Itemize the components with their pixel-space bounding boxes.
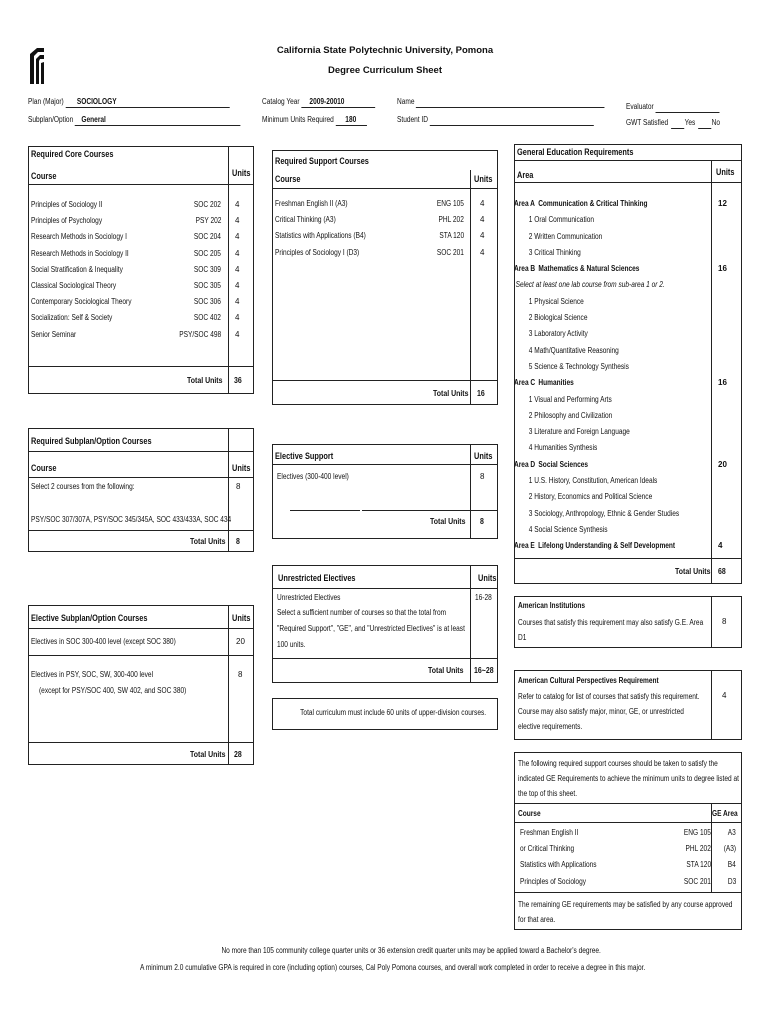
- ge-area-units: 16: [718, 264, 727, 274]
- support-total-label: Total Units: [433, 388, 469, 398]
- subplan-total-label: Total Units: [190, 536, 226, 546]
- unrestricted-total-value: 16~28: [474, 665, 494, 675]
- course-name: Social Stratification & Inequality: [31, 264, 123, 274]
- course-units: 4: [480, 247, 485, 257]
- ge-area: (A3): [723, 844, 736, 854]
- ge-subarea-item: 1 Visual and Performing Arts: [528, 394, 612, 404]
- catalog-field[interactable]: Catalog Year 2009-20010: [262, 97, 375, 108]
- table-row: [31, 310, 251, 326]
- course-name: Classical Sociological Theory: [31, 280, 117, 290]
- unrestricted-total-label: Total Units: [428, 665, 464, 675]
- course-units: 4: [480, 199, 485, 208]
- course-code: SOC 309: [194, 264, 221, 274]
- min-units-value: 180: [345, 115, 357, 124]
- unrestricted-line2: Select a sufficient number of courses so that the total from: [277, 608, 447, 617]
- subplan-select-units: 8: [236, 482, 241, 491]
- course-code: PSY/SOC 498: [179, 329, 221, 339]
- elective-support-col-units: Units: [474, 451, 493, 461]
- ge-area-name: Lifelong Understanding & Self Development: [538, 541, 676, 551]
- cultural-title: American Cultural Perspectives Requirement: [518, 676, 659, 685]
- subplan-col-course: Course: [31, 463, 57, 473]
- ge-subarea-item: 1 U.S. History, Constitution, American Ideals: [528, 476, 658, 486]
- ge-area-units: 16: [718, 378, 727, 388]
- ge-area-label: [514, 538, 675, 554]
- course-name: Principles of Psychology: [31, 216, 103, 226]
- evaluator-field[interactable]: Evaluator: [626, 102, 719, 113]
- support-total-value: 16: [477, 388, 485, 398]
- course-code: STA 120: [439, 231, 464, 241]
- unrestricted-line3: "Required Support", "GE", and "Unrestricted Electives" is at least: [277, 624, 465, 633]
- sheet-title: Degree Curriculum Sheet: [327, 65, 443, 76]
- unrestricted-units: 16-28: [475, 593, 492, 602]
- support-col-units: Units: [474, 174, 493, 184]
- ge-col-units: Units: [716, 167, 735, 177]
- elective-subplan-total-value: 28: [234, 749, 242, 759]
- course-name: Critical Thinking (A3): [275, 215, 336, 225]
- course-name: Statistics with Applications (B4): [275, 231, 366, 241]
- unrestricted-title: Unrestricted Electives: [278, 573, 356, 583]
- upper-division-note: Total curriculum must include 60 units of upper-division courses.: [300, 708, 487, 717]
- course-name: Research Methods in Sociology II: [31, 248, 129, 258]
- ge-area: A3: [727, 828, 736, 837]
- table-row: [31, 229, 251, 245]
- ge-area-row: [514, 261, 742, 277]
- table-row: [275, 212, 495, 228]
- course-code: SOC 202: [194, 200, 221, 209]
- ge-area-code: Area C: [514, 378, 536, 388]
- table-row: [520, 874, 738, 890]
- course-code: ENG 105: [437, 199, 464, 208]
- table-row: [31, 197, 251, 213]
- course-code: PSY 202: [195, 216, 221, 226]
- ge-subarea-item: 2 Biological Science: [528, 313, 588, 323]
- course-units: 4: [235, 248, 240, 258]
- subplan-total-value: 8: [236, 536, 240, 546]
- ge-support-col-course: Course: [518, 809, 541, 818]
- course-name: Principles of Sociology II: [31, 200, 103, 209]
- ge-area-label: [514, 375, 574, 391]
- ge-subarea-item: 4 Humanities Synthesis: [528, 443, 598, 453]
- elective-subplan-row2-line2: (except for PSY/SOC 400, SW 402, and SOC 380): [39, 686, 187, 695]
- table-row: [275, 245, 495, 261]
- course-code: SOC 201: [684, 876, 711, 886]
- ge-subarea-item: 4 Social Science Synthesis: [528, 524, 608, 534]
- course-name: Freshman English II (A3): [275, 199, 348, 208]
- elective-support-total-value: 8: [480, 516, 484, 526]
- support-title: Required Support Courses: [275, 156, 369, 166]
- ge-area-code: Area E: [514, 541, 535, 551]
- ge-area-label: [514, 196, 648, 212]
- table-row: [275, 196, 495, 212]
- unrestricted-col-units: Units: [478, 573, 497, 583]
- course-code: SOC 204: [194, 232, 221, 242]
- ge-area: B4: [727, 860, 736, 870]
- subplan-field[interactable]: Subplan/Option General: [28, 115, 241, 126]
- footer-line1: No more than 105 community college quarter units or 36 extension credit quarter units may be applied toward a Bachelor's degree.: [221, 946, 601, 955]
- elective-support-total-label: Total Units: [430, 516, 466, 526]
- cultural-text: Refer to catalog for list of courses that satisfy this requirement. Course may also satisfy major, minor, GE, or unrestricted elective requirements.: [518, 692, 700, 731]
- course-name: Freshman English II: [520, 828, 579, 837]
- name-field[interactable]: Name: [397, 97, 605, 108]
- subplan-value: General: [81, 115, 106, 124]
- elective-subplan-row1-units: 20: [236, 637, 245, 646]
- course-units: 4: [235, 200, 240, 209]
- ge-area: D3: [727, 876, 736, 886]
- subplan-col-units: Units: [232, 463, 251, 473]
- elective-subplan-total-label: Total Units: [190, 749, 226, 759]
- table-row: [520, 841, 738, 857]
- table-row: [520, 857, 738, 873]
- course-name: Principles of Sociology: [520, 876, 586, 886]
- course-name: Contemporary Sociological Theory: [31, 297, 132, 307]
- table-row: [520, 825, 738, 841]
- course-name: Research Methods in Sociology I: [31, 232, 127, 242]
- course-units: 4: [480, 231, 485, 241]
- ge-area-name: Humanities: [538, 378, 574, 388]
- table-row: [31, 262, 251, 278]
- support-col-course: Course: [275, 174, 301, 184]
- footer-line2: A minimum 2.0 cumulative GPA is required in core (including option) courses, Cal Poly Pomona courses, and overall work completed in order to receive a degree in this major.: [140, 963, 646, 972]
- ge-area-name: Communication & Critical Thinking: [538, 199, 648, 208]
- elective-subplan-title: Elective Subplan/Option Courses: [31, 613, 148, 623]
- american-institutions-title: American Institutions: [518, 601, 586, 610]
- ge-area-label: [514, 261, 639, 277]
- table-row: [275, 228, 495, 244]
- ge-subarea-item: 1 Physical Science: [528, 296, 584, 306]
- plan-field[interactable]: Plan (Major) SOCIOLOGY: [28, 97, 229, 108]
- ge-subarea-item: 2 Written Communication: [528, 231, 603, 241]
- ge-col-area: Area: [517, 170, 534, 180]
- ge-title: General Education Requirements: [517, 147, 634, 157]
- ge-subarea-item: 3 Sociology, Anthropology, Ethnic & Gender Studies: [528, 508, 680, 518]
- ge-area-row: [514, 538, 742, 554]
- elective-support-title: Elective Support: [275, 451, 334, 461]
- table-row: [31, 213, 251, 229]
- ge-subarea-item: 1 Oral Communication: [528, 215, 595, 225]
- american-institutions-text: Courses that satisfy this requirement may also satisfy G.E. Area D1: [518, 618, 704, 642]
- course-units: 4: [235, 297, 240, 307]
- course-name: Senior Seminar: [31, 329, 77, 339]
- american-institutions-units: 8: [722, 617, 727, 626]
- ge-area-units: 12: [718, 199, 727, 208]
- course-units: 4: [480, 215, 485, 225]
- elective-subplan-row2-line1: Electives in PSY, SOC, SW, 300-400 level: [31, 670, 154, 679]
- ge-area-note: Select at least one lab course from sub-area 1 or 2.: [515, 280, 665, 290]
- ge-subarea-item: 3 Literature and Foreign Language: [528, 427, 630, 437]
- course-name: Principles of Sociology I (D3): [275, 247, 360, 257]
- ge-subarea-item: 2 Philosophy and Civilization: [528, 410, 613, 420]
- unrestricted-line1: Unrestricted Electives: [277, 593, 341, 602]
- course-units: 4: [235, 264, 240, 274]
- elective-subplan-row2-units: 8: [238, 670, 243, 679]
- student-id-field[interactable]: Student ID: [397, 115, 594, 126]
- course-units: 4: [235, 280, 240, 290]
- ge-support-col-ge: GE Area: [712, 809, 738, 818]
- elective-subplan-row1: Electives in SOC 300-400 level (except SOC 380): [31, 637, 176, 646]
- table-row: [31, 327, 251, 343]
- table-row: [31, 294, 251, 310]
- course-code: SOC 402: [194, 313, 221, 323]
- course-code: PHL 202: [438, 215, 464, 225]
- course-name: or Critical Thinking: [520, 844, 575, 854]
- ge-subarea-item: 2 History, Economics and Political Science: [528, 492, 653, 502]
- plan-value: SOCIOLOGY: [76, 97, 117, 106]
- course-units: 4: [235, 313, 240, 323]
- course-code: SOC 205: [194, 248, 221, 258]
- elective-support-row-units: 8: [480, 472, 485, 481]
- course-code: ENG 105: [684, 828, 711, 837]
- course-code: SOC 201: [437, 247, 464, 257]
- ge-support-footer: The remaining GE requirements may be satisfied by any course approved for that area.: [518, 900, 733, 924]
- ge-total-label: Total Units: [675, 566, 711, 576]
- core-total-label: Total Units: [187, 375, 223, 385]
- subplan-title: Required Subplan/Option Courses: [31, 436, 152, 446]
- course-code: PHL 202: [685, 844, 711, 854]
- unrestricted-line4: 100 units.: [277, 640, 306, 649]
- core-col-course: Course: [31, 171, 57, 181]
- ge-area-label: [514, 457, 588, 473]
- ge-area-code: Area B: [514, 264, 536, 274]
- ge-area-code: Area A: [514, 199, 535, 208]
- subplan-select-text: Select 2 courses from the following:: [31, 482, 135, 491]
- ge-area-name: Social Sciences: [538, 459, 589, 469]
- ge-area-units: 4: [718, 541, 723, 551]
- cultural-units: 4: [722, 691, 727, 700]
- ge-subarea-item: 3 Laboratory Activity: [528, 329, 588, 339]
- ge-area-name: Mathematics & Natural Sciences: [538, 264, 640, 274]
- course-code: STA 120: [686, 860, 711, 870]
- table-row: [31, 246, 251, 262]
- ge-area-row: [514, 457, 742, 473]
- ge-subarea-item: 3 Critical Thinking: [528, 247, 581, 257]
- course-code: SOC 305: [194, 280, 221, 290]
- ge-area-row: [514, 196, 742, 212]
- catalog-value: 2009-20010: [309, 97, 345, 106]
- ge-area-row: [514, 375, 742, 391]
- ge-subarea-item: 4 Math/Quantitative Reasoning: [528, 345, 619, 355]
- ge-area-units: 20: [718, 459, 727, 469]
- elective-support-row: Electives (300-400 level): [277, 472, 349, 481]
- course-units: 4: [235, 216, 240, 226]
- university-name: California State Polytechnic University, Pomona: [276, 45, 494, 56]
- core-col-units: Units: [232, 168, 251, 178]
- university-logo: [28, 46, 46, 86]
- core-title: Required Core Courses: [31, 149, 114, 159]
- ge-total-value: 68: [718, 566, 726, 576]
- course-code: SOC 306: [194, 297, 221, 307]
- ge-area-code: Area D: [514, 459, 536, 469]
- subplan-options-text: PSY/SOC 307/307A, PSY/SOC 345/345A, SOC 433/433A, SOC 434: [31, 515, 232, 524]
- elective-subplan-col-units: Units: [232, 613, 251, 623]
- course-name: Statistics with Applications: [520, 860, 597, 870]
- core-total-value: 36: [234, 375, 242, 385]
- course-units: 4: [235, 232, 240, 242]
- ge-support-intro: The following required support courses should be taken to satisfy the indicated GE Requirements to achieve the minimum units to degree listed at the top of this sheet.: [518, 759, 739, 798]
- gwt-field[interactable]: GWT Satisfied Yes No: [626, 118, 721, 127]
- course-units: 4: [235, 329, 240, 339]
- table-row: [31, 278, 251, 294]
- ge-subarea-item: 5 Science & Technology Synthesis: [528, 361, 629, 371]
- course-name: Socialization: Self & Society: [31, 313, 113, 323]
- min-units-field[interactable]: Minimum Units Required 180: [262, 115, 367, 126]
